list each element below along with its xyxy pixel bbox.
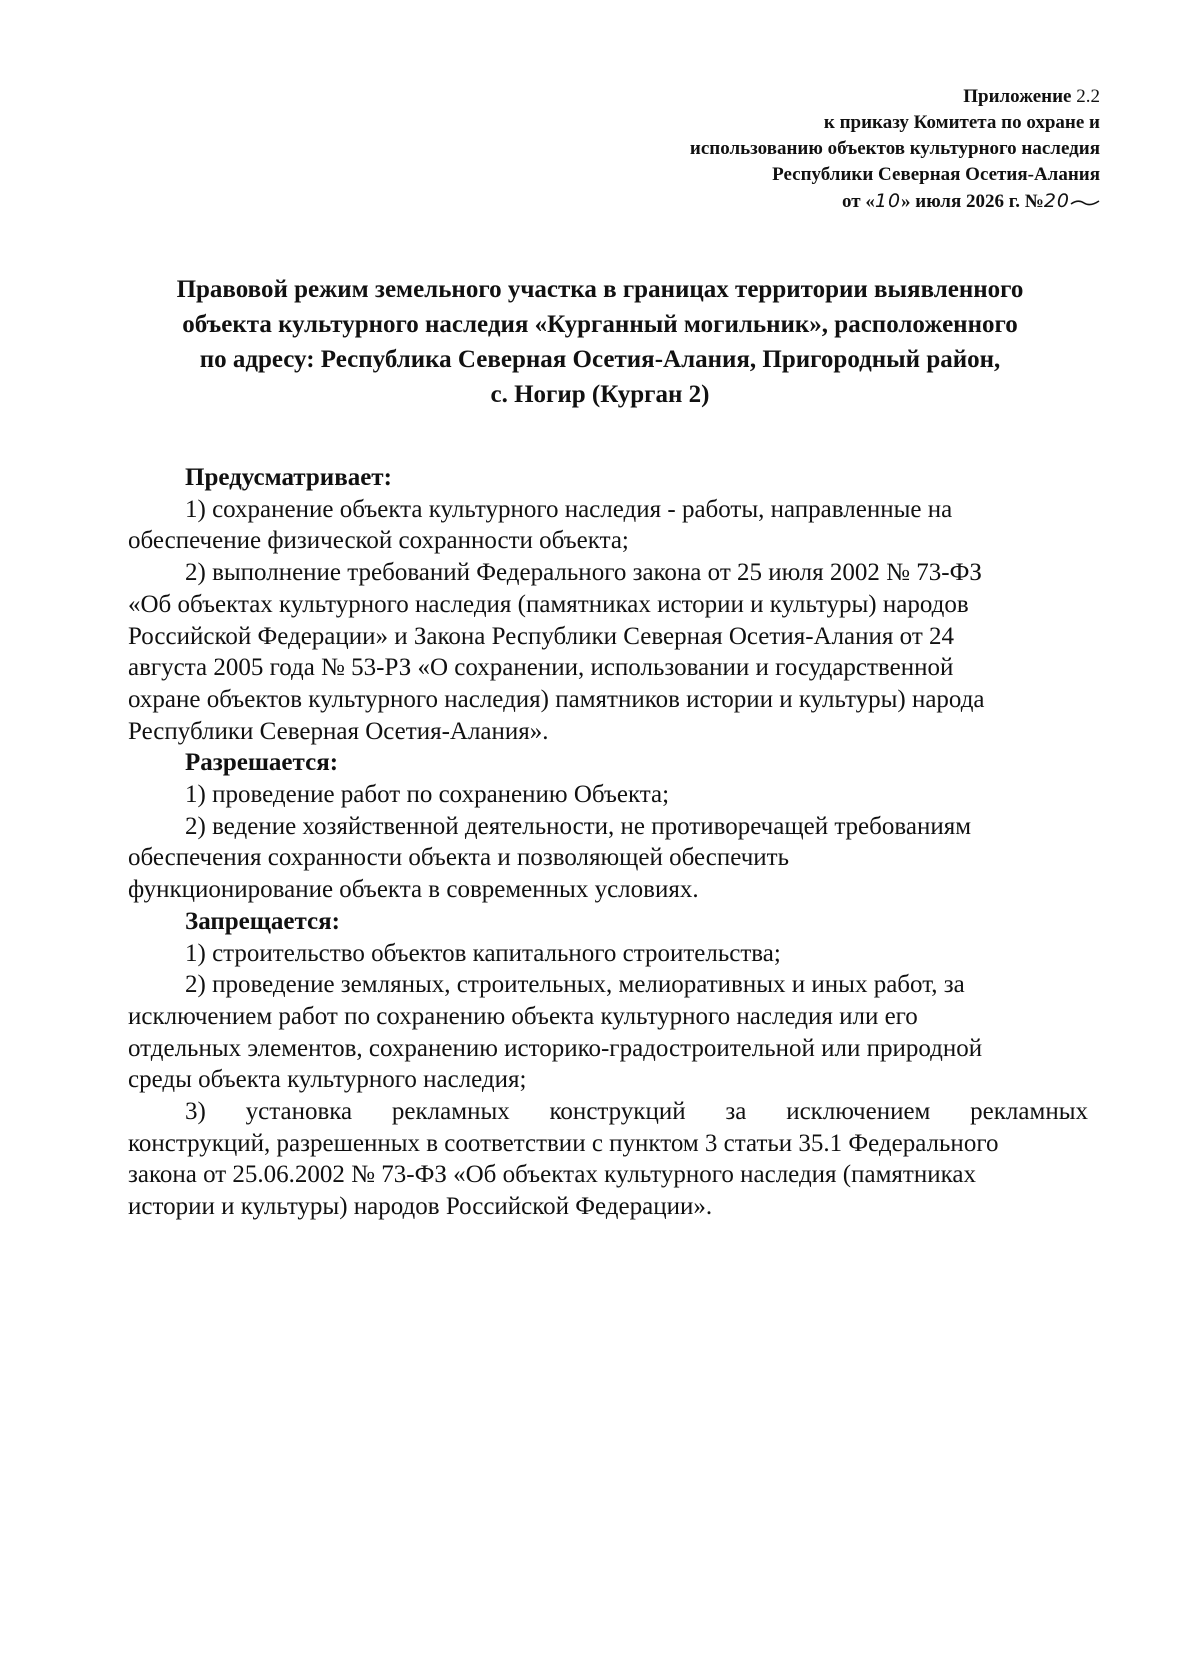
appendix-label: Приложение <box>963 86 1072 107</box>
document-body <box>128 462 1088 1223</box>
section-heading-forbidden: Запрещается: <box>185 907 341 935</box>
handwritten-order-number: 20 <box>1043 190 1070 212</box>
appendix-committee-line: использованию объектов культурного наследия <box>689 138 1100 159</box>
text-line: конструкций, разрешенных в соответствии с пунктом 3 статьи 35.1 Федерального <box>128 1129 999 1157</box>
appendix-date-line <box>690 188 1100 215</box>
text-line: исключением работ по сохранению объекта культурного наследия или его <box>128 1002 918 1030</box>
section-heading-allowed: Разрешается: <box>185 749 339 777</box>
handwritten-day: 10 <box>874 190 902 212</box>
text-line: функционирование объекта в современных условиях. <box>128 876 699 904</box>
text-line: 1) строительство объектов капитального строительства; <box>185 939 781 967</box>
allowed-item-2 <box>128 811 1088 906</box>
text-line: августа 2005 года № 53-РЗ «О сохранении, использовании и государственной <box>128 654 954 682</box>
appendix-header <box>690 84 1100 215</box>
forbidden-item-1 <box>128 938 1088 970</box>
text-line: Российской Федерации» и Закона Республики Северная Осетия-Алания от 24 <box>128 622 955 650</box>
text-line: истории и культуры) народов Российской Федерации». <box>128 1193 713 1221</box>
appendix-label-line <box>690 84 1100 110</box>
date-prefix: от « <box>842 191 875 212</box>
appendix-order-line: к приказу Комитета по охране и <box>823 112 1100 133</box>
appendix-republic-line: Республики Северная Осетия-Алания <box>772 164 1100 185</box>
text-line: 1) проведение работ по сохранению Объекта; <box>185 781 670 809</box>
text-line: закона от 25.06.2002 № 73-ФЗ «Об объектах культурного наследия (памятниках <box>128 1161 976 1189</box>
text-line: 2) выполнение требований Федерального закона от 25 июля 2002 № 73-ФЗ <box>185 559 982 587</box>
text-line: «Об объектах культурного наследия (памятниках истории и культуры) народов <box>128 590 969 618</box>
appendix-number: 2.2 <box>1076 86 1100 107</box>
title-line: Правовой режим земельного участка в границах территории выявленного <box>176 276 1024 303</box>
title-line: по адресу: Республика Северная Осетия-Алания, Пригородный район, <box>199 346 1001 373</box>
forbidden-item-3 <box>128 1096 1088 1223</box>
text-line: 1) сохранение объекта культурного наследия - работы, направленные на <box>185 495 953 523</box>
text-line: 2) проведение земляных, строительных, мелиоративных и иных работ, за <box>185 971 965 999</box>
text-line: обеспечение физической сохранности объекта; <box>128 527 629 555</box>
provides-item-2 <box>128 557 1088 747</box>
text-line: 3) установка рекламных конструкций за исключением рекламных <box>185 1098 1088 1126</box>
text-line: среды объекта культурного наследия; <box>128 1066 527 1094</box>
text-line: 2) ведение хозяйственной деятельности, не противоречащей требованиям <box>185 812 972 840</box>
date-suffix: » июля 2026 г. № <box>901 191 1044 212</box>
title-line: объекта культурного наследия «Курганный могильник», расположенного <box>182 311 1018 338</box>
title-line: с. Ногир (Курган 2) <box>490 381 710 408</box>
text-line: Республики Северная Осетия-Алания». <box>128 717 549 745</box>
provides-item-1 <box>128 494 1088 557</box>
handwriting-stroke-icon <box>1070 198 1100 208</box>
text-line: отдельных элементов, сохранению историко-градостроительной или природной <box>128 1034 983 1062</box>
section-heading-provides: Предусматривает: <box>185 464 392 491</box>
text-line: охране объектов культурного наследия) памятников истории и культуры) народа <box>128 685 985 713</box>
text-line: обеспечения сохранности объекта и позволяющей обеспечить <box>128 844 789 872</box>
allowed-item-1 <box>128 779 1088 811</box>
document-title <box>120 272 1080 412</box>
forbidden-item-2 <box>128 969 1088 1096</box>
